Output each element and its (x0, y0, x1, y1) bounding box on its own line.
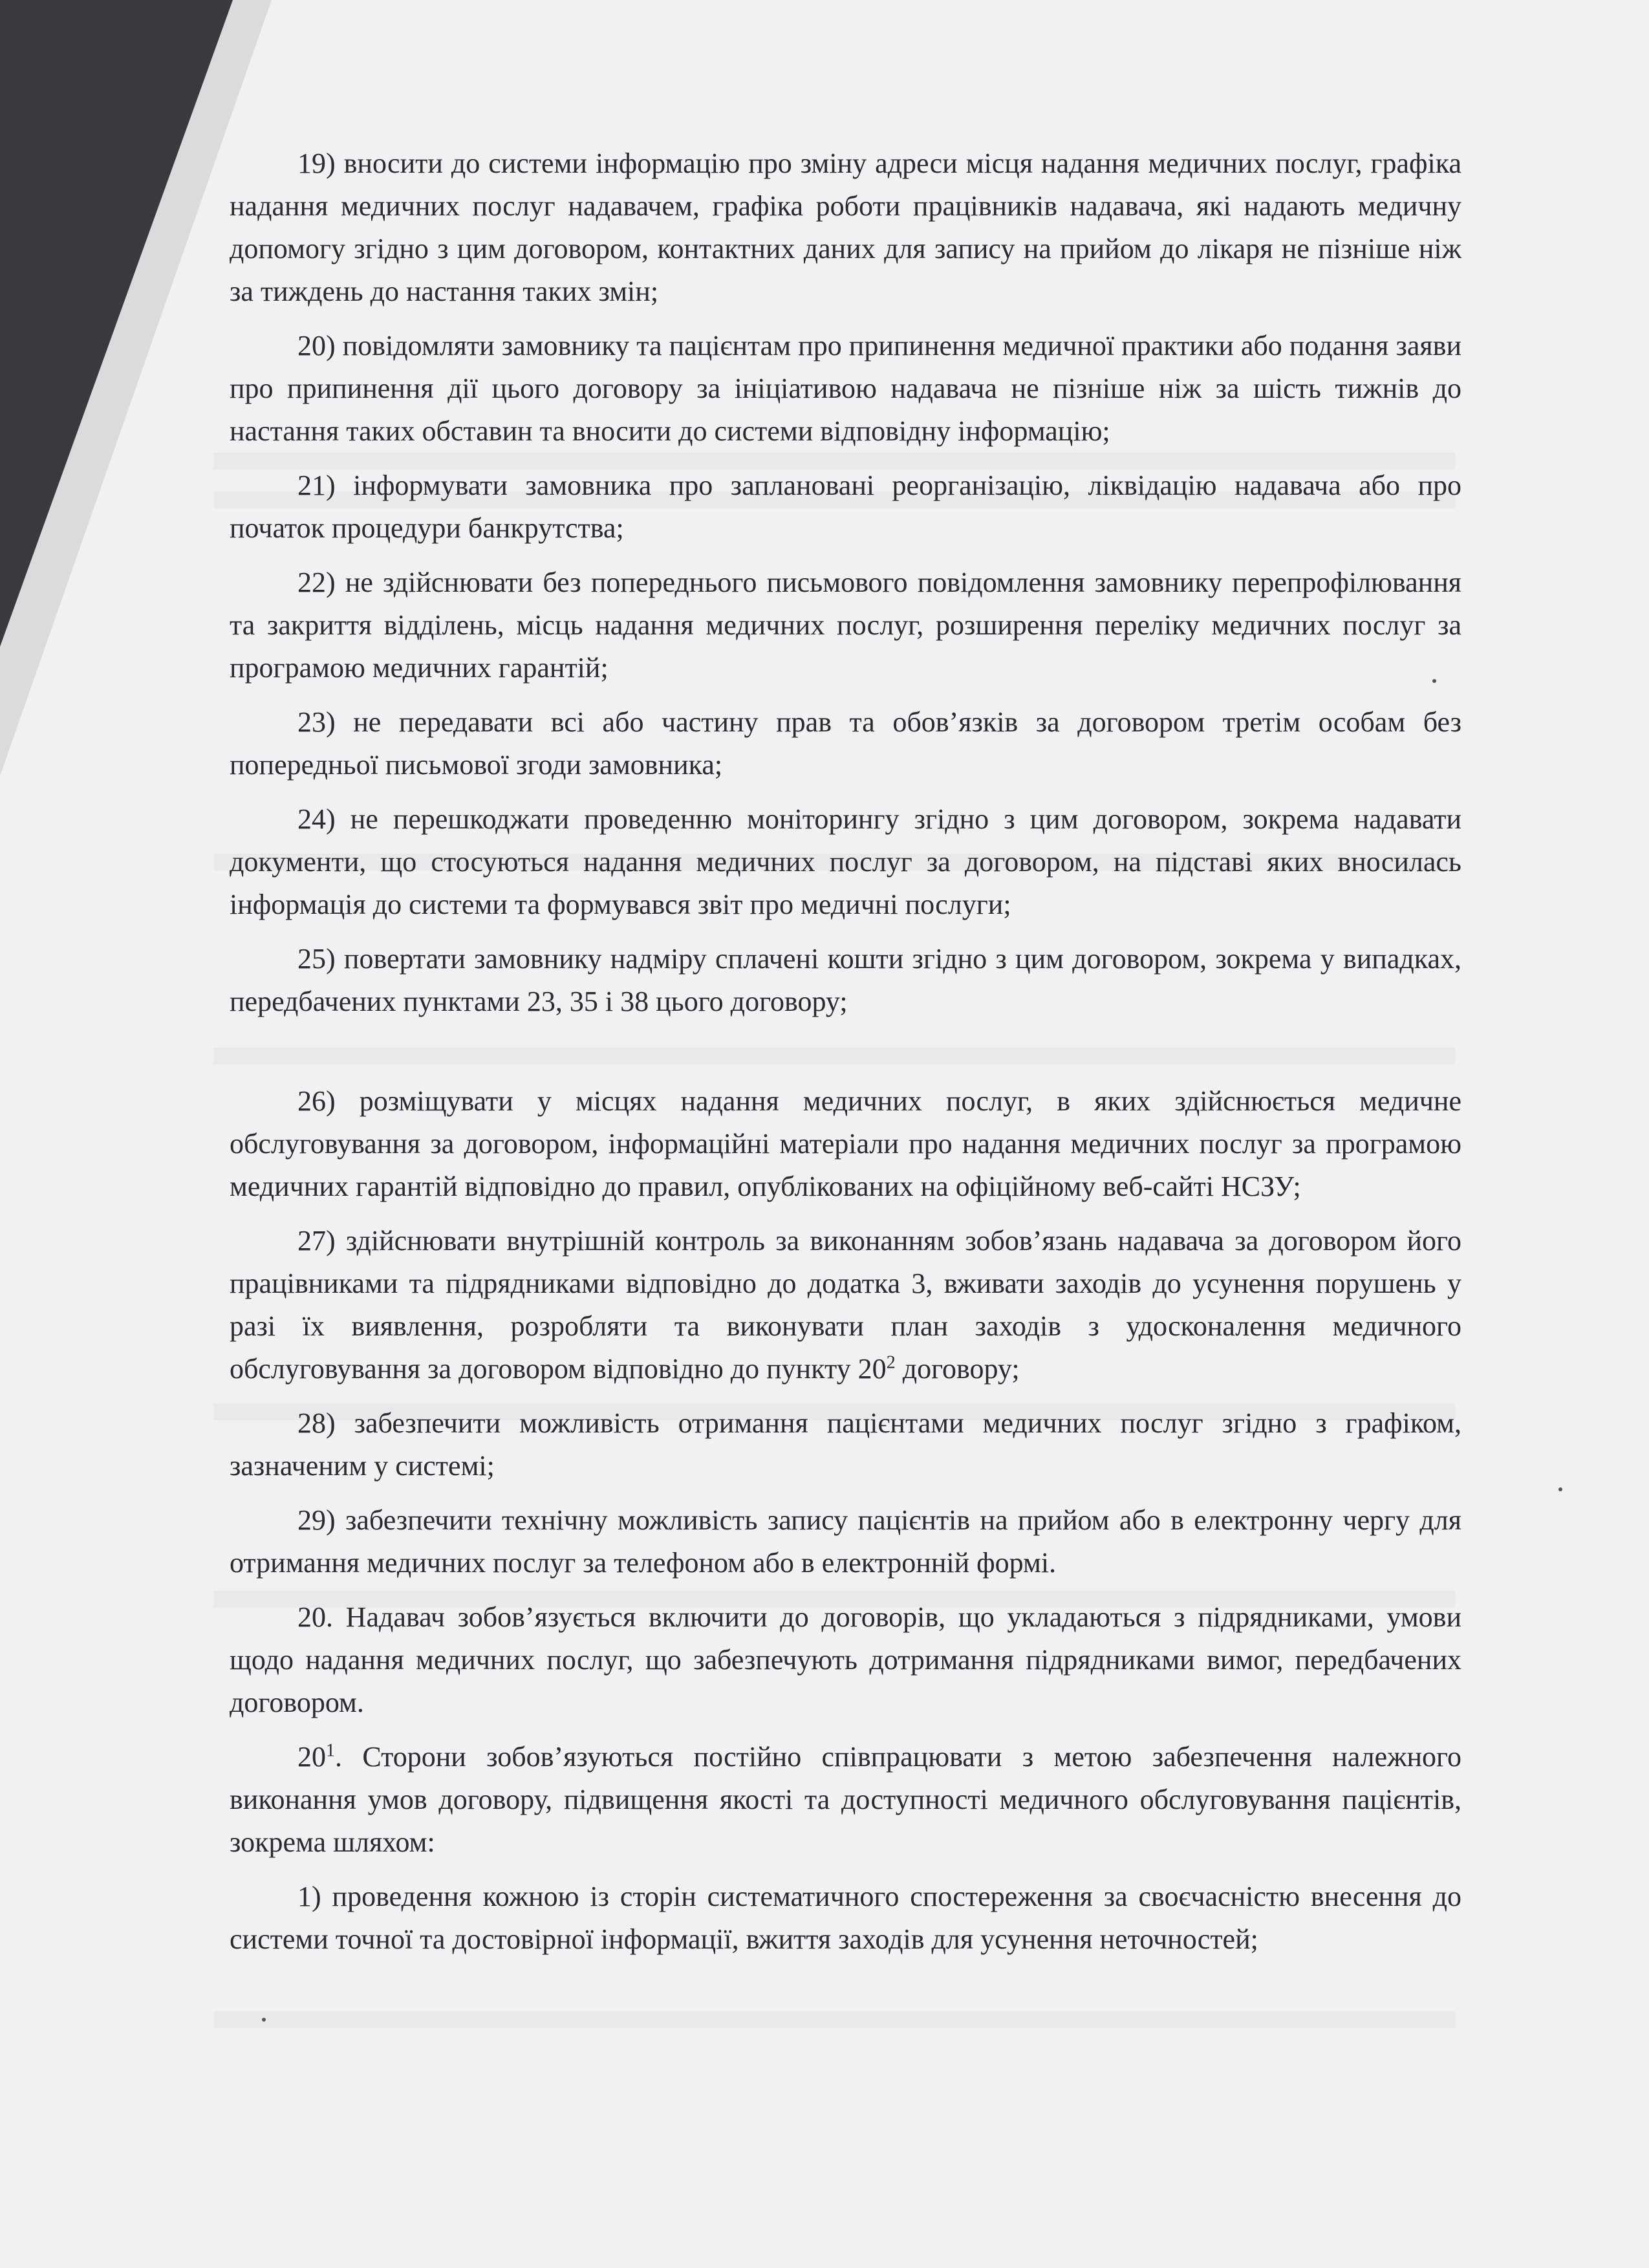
paragraph-26: 26) розміщувати у місцях надання медичних послуг, в яких здійснюється медичне обслуговування за договором, інформаційні матеріали про надання медичних послуг за програмою медичних гарантій відповідно до правил, опублікованих на офіційному веб-сайті НСЗУ; (230, 1085, 1461, 1202)
clause-20-1 (230, 1736, 1461, 1864)
paragraph-22: 22) не здійснювати без попереднього письмового повідомлення замовнику перепрофілювання та закриття відділень, місць надання медичних послуг, розширення переліку медичних послуг за програмою медичних гарантій; (230, 567, 1461, 684)
paragraph-19: 19) вносити до системи інформацію про зміну адреси місця надання медичних послуг, графіка надання медичних послуг надавачем, графіка роботи працівників надавача, які надають медичну допомогу згідно з цим договором, контактних даних для запису на прийом до лікаря не пізніше ніж за тиждень до настання таких змін; (230, 147, 1461, 307)
paragraph-25: 25) повертати замовнику надміру сплачені кошти згідно з цим договором, зокрема у випадках, передбачених пунктами 23, 35 і 38 цього договору; (230, 943, 1461, 1017)
paragraph-20: 20) повідомляти замовнику та пацієнтам про припинення медичної практики або подання заяви про припинення дії цього договору за ініціативою надавача не пізніше ніж за шість тижнів до настання таких обставин та вносити до системи відповідну інформацію; (230, 330, 1461, 447)
clause-20-1-item-1: 1) проведення кожною із сторін систематичного спостереження за своєчасністю внесення до системи точної та достовірної інформації, вжиття заходів для усунення неточностей; (230, 1881, 1461, 1955)
paragraph-21: 21) інформувати замовника про заплановані реорганізацію, ліквідацію надавача або про початок процедури банкрутства; (230, 470, 1461, 544)
clause-20: 20. Надавач зобов’язується включити до договорів, що укладаються з підрядниками, умови щодо надання медичних послуг, що забезпечують дотримання підрядниками вимог, передбачених договором. (230, 1601, 1461, 1718)
clause-20-1-sup: 1 (326, 1740, 335, 1761)
paragraph-27-tail: договору; (895, 1353, 1020, 1385)
bleed-through (213, 2011, 1455, 2028)
paragraph-28: 28) забезпечити можливість отримання пацієнтами медичних послуг згідно з графіком, зазначеним у системі; (230, 1407, 1461, 1482)
clause-20-1-text: . Сторони зобов’язуються постійно співпрацювати з метою забезпечення належного виконання умов договору, підвищення якості та доступності медичного обслуговування пацієнтів, зокрема шляхом: (230, 1741, 1461, 1858)
paragraph-29: 29) забезпечити технічну можливість запису пацієнтів на прийом або в електронну чергу для отримання медичних послуг за телефоном або в електронній формі. (230, 1504, 1461, 1579)
scan-edge (0, 0, 233, 647)
speck (262, 2018, 266, 2022)
paragraph-gap (230, 1035, 1461, 1080)
speck (1558, 1487, 1562, 1491)
paragraph-27-sup: 2 (886, 1352, 896, 1373)
paragraph-27-text: 27) здійснювати внутрішній контроль за виконанням зобов’язань надавача за договором його працівниками та підрядниками відповідно до додатка 3, вживати заходів до усунення порушень у разі їх виявлення, розробляти та виконувати план заходів з удосконалення медичного обслуговування за договором відповідно до пункту 20 (230, 1225, 1461, 1385)
paragraph-27 (230, 1220, 1461, 1390)
paragraph-24: 24) не перешкоджати проведенню моніторингу згідно з цим договором, зокрема надавати документи, що стосуються надання медичних послуг за договором, на підставі яких вносилась інформація до системи та формувався звіт про медичні послуги; (230, 803, 1461, 920)
paragraph-23: 23) не передавати всі або частину прав та обов’язків за договором третім особам без попередньої письмової згоди замовника; (230, 706, 1461, 781)
document-body (230, 142, 1461, 1972)
clause-20-1-prefix: 20 (297, 1741, 326, 1773)
